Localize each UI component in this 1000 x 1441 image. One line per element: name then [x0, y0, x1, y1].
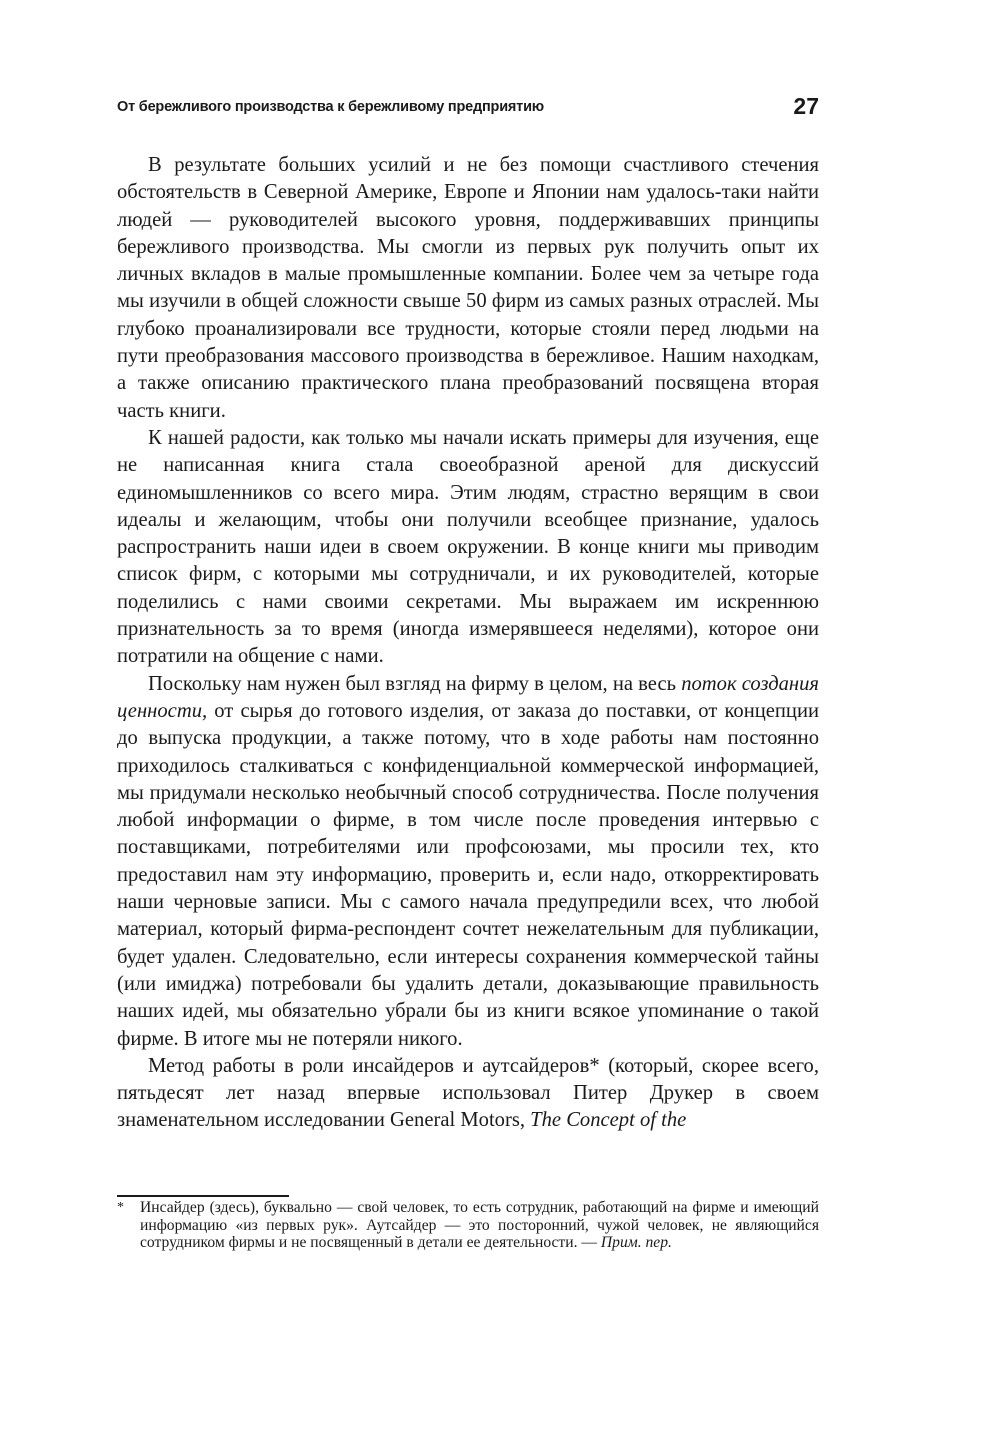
footnote-text: Инсайдер (здесь), буквально — свой человек, то есть сотрудник, работающий на фирме и имеющий информацию «из первых рук». Аутсайдер — это посторонний, чужой человек, не являющийся сотрудником фирмы и не посвященный в детали ее деятельности. —: [140, 1199, 819, 1252]
running-head: [117, 93, 819, 119]
footnote: [117, 1199, 819, 1252]
paragraph: В результате больших усилий и не без помощи счастливого стечения обстоятельств в Северной Америке, Европе и Японии нам удалось-таки найти людей — руководителей высокого уровня, поддерживавших принципы бережливого производства. Мы смогли из первых рук получить опыт их личных вкладов в малые промышленные компании. Более чем за четыре года мы изучили в общей сложности свыше 50 фирм из самых разных отраслей. Мы глубоко проанализировали все трудности, которые стояли перед людьми на пути преобразования массового производства в бережливое. Нашим находкам, а также описанию практического плана преобразований посвящена вторая часть книги.: [117, 154, 819, 422]
body-text: [117, 152, 819, 1135]
text-run: Поскольку нам нужен был взгляд на фирму в целом, на весь: [148, 672, 682, 695]
footnote-mark: *: [117, 1200, 124, 1215]
paragraph: К нашей радости, как только мы начали искать примеры для изучения, еще не написанная книга стала своеобразной ареной для дискуссий единомышленников со всего мира. Этим людям, страстно верящим в свои идеалы и желающим, чтобы они получили всеобщее признание, удалось распространить наши идеи в своем окружении. В конце книги мы приводим список фирм, с которыми мы сотрудничали, и их руководителей, которые поделились с нами своими секретами. Мы выражаем им искреннюю признательность за то время (иногда измерявшееся неделями), которое они потратили на общение с нами.: [117, 426, 819, 668]
page-number: 27: [793, 93, 819, 119]
italic-term: поток создания ценности,: [117, 672, 820, 722]
paragraph: [117, 671, 819, 1053]
text-run: от сырья до готового изделия, от заказа до поставки, от концепции до выпуска продукции, а также потому, что в ходе работы нам постоянно приходилось сталкиваться с конфиденциальной коммерческой информацией, мы придумали несколько необычный способ сотрудничества. После получения любой информации о фирме, в том числе после проведения интервью с поставщиками, потребителями или профсоюзами, мы просили тех, кто предоставил нам эту информацию, проверить и, если надо, откорректировать наши черновые записи. Мы с самого начала предупредили всех, что любой материал, который фирма-респондент сочтет нежелательным для публикации, будет удален. Следовательно, если интересы сохранения коммерческой тайны (или имиджа) потребовали бы удалить детали, доказывающие правильность наших идей, мы обязательно убрали бы из книги всякое упоминание о такой фирме. В итоге мы не потеряли никого.: [117, 699, 819, 1050]
paragraph: [117, 1053, 819, 1135]
footnote-body: [140, 1199, 819, 1252]
footnote-divider: [117, 1195, 289, 1197]
text-run: Метод работы в роли инсайдеров и аутсайдеров* (который, скорее всего, пятьдесят лет назад впервые использовал Питер Друкер в своем знаменательном исследовании General Motors,: [117, 1054, 819, 1132]
footnote-note: Прим. пер.: [600, 1234, 672, 1252]
running-title: От бережливого производства к бережливому предприятию: [117, 99, 544, 115]
italic-book-title: The Concept of the: [530, 1109, 687, 1132]
